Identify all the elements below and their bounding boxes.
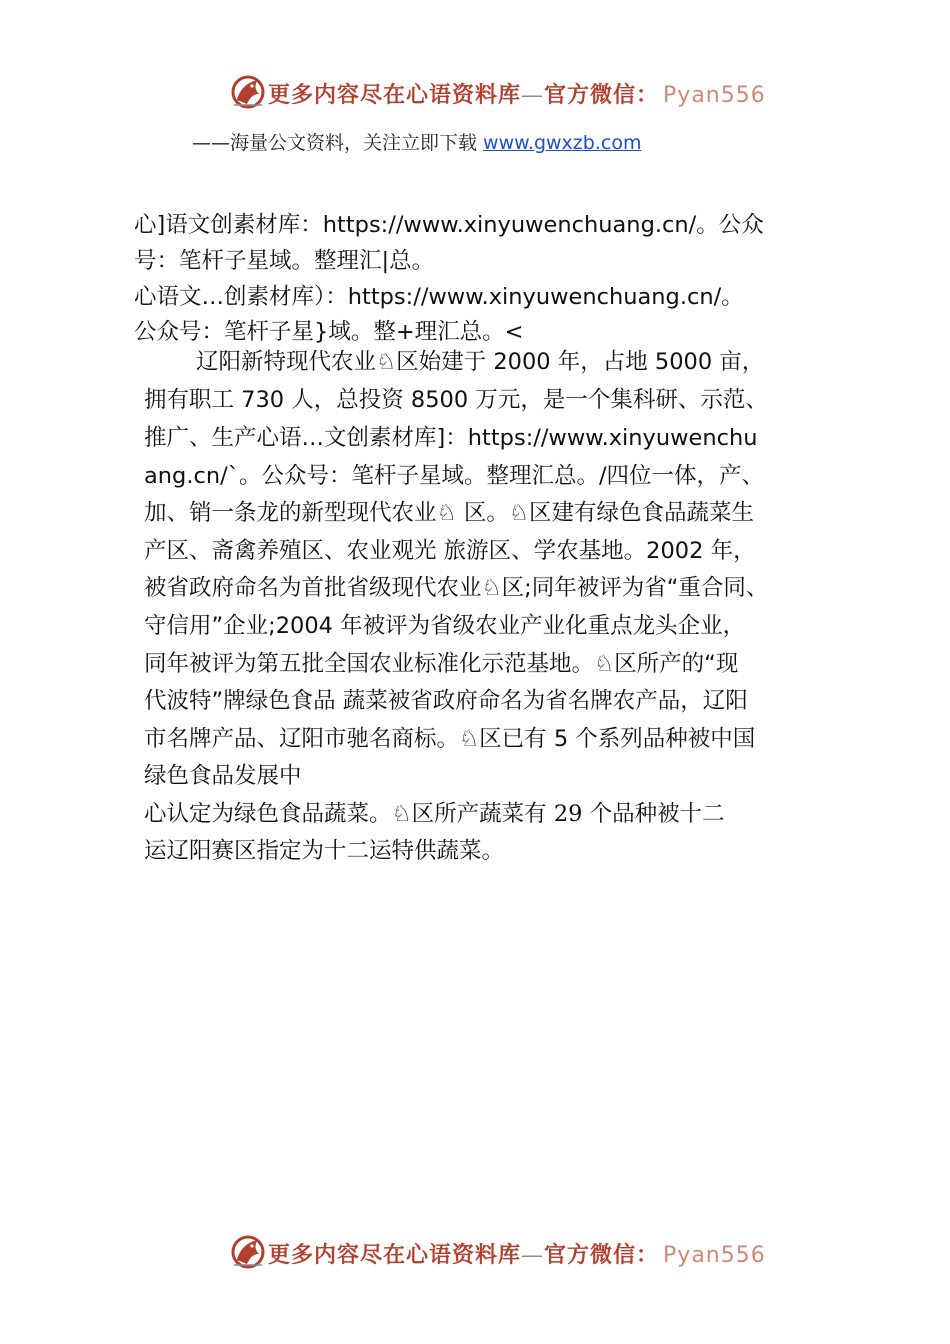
body-line: 拥有职工 730 人，总投资 8500 万元，是一个集科研、示范、 [144,387,768,413]
body-line: 守信用”企业;2004 年被评为省级农业产业化重点龙头企业， [144,613,746,639]
footer-banner-main: 更多内容尽在心语资料库 [268,1242,522,1268]
body-line: 心]语文创素材库：https://www.xinyuwenchuang.cn/。公众 [134,212,764,238]
subline-url-link[interactable]: www.gwxzb.com [483,132,642,154]
subline-prefix: ——海量公文资料，关注立即下载 [192,132,484,154]
body-line: 辽阳新特现代农业♘区始建于 2000 年，占地 5000 亩， [196,349,765,375]
body-line: 加、销一条龙的新型现代农业♘ 区。♘区建有绿色食品蔬菜生 [144,500,754,526]
body-line-number: 29 [553,801,583,827]
body-line: 公众号：笔杆子星}域。整+理汇总。< [134,319,524,345]
footer-banner-dash: — [521,1243,545,1268]
body-line: 市名牌产品、辽阳市驰名商标。♘区已有 5 个系列品种被中国 [144,726,756,752]
body-line: ang.cn/`。公众号：笔杆子星域。整理汇总。/四位一体，产、 [144,463,765,489]
header-banner-dash: — [521,83,545,108]
body-line: 心语文…创素材库）：https://www.xinyuwenchuang.cn/。 [134,284,744,310]
horse-head-logo-icon [228,1232,268,1272]
body-line: 同年被评为第五批全国农业标准化示范基地。♘区所产的“现 [144,651,739,677]
body-line-part: 心认定为绿色食品蔬菜。♘区所产蔬菜有 [144,801,554,827]
footer-banner-text [268,1238,766,1269]
body-line [144,803,725,826]
body-line: 产区、斋禽养殖区、农业观光 旅游区、学农基地。2002 年， [144,538,756,564]
header-banner-text [268,78,766,109]
body-line: 被省政府命名为首批省级现代农业♘区;同年被评为省“重合同、 [144,575,769,601]
header-banner [0,68,950,118]
header-banner-main: 更多内容尽在心语资料库 [268,82,522,108]
footer-banner [0,1228,950,1278]
header-banner-wechat-id: Pyan556 [663,83,766,108]
body-line: 运辽阳赛区指定为十二运特供蔬菜。 [144,838,505,864]
body-line-part: 个品种被十二 [582,801,725,827]
body-line: 绿色食品发展中 [144,763,302,789]
body-line: 号：笔杆子星域。整理汇|总。 [134,248,435,274]
body-line: 代波特”牌绿色食品 蔬菜被省政府命名为省名牌农产品，辽阳 [144,688,748,714]
header-banner-wechat-label: 官方微信： [544,82,660,108]
download-subline [192,128,641,155]
footer-banner-wechat-id: Pyan556 [663,1243,766,1268]
body-line: 推广、生产心语…文创素材库]：https://www.xinyuwenchu [144,425,758,451]
footer-banner-wechat-label: 官方微信： [544,1242,660,1268]
horse-head-logo-icon [228,72,268,112]
